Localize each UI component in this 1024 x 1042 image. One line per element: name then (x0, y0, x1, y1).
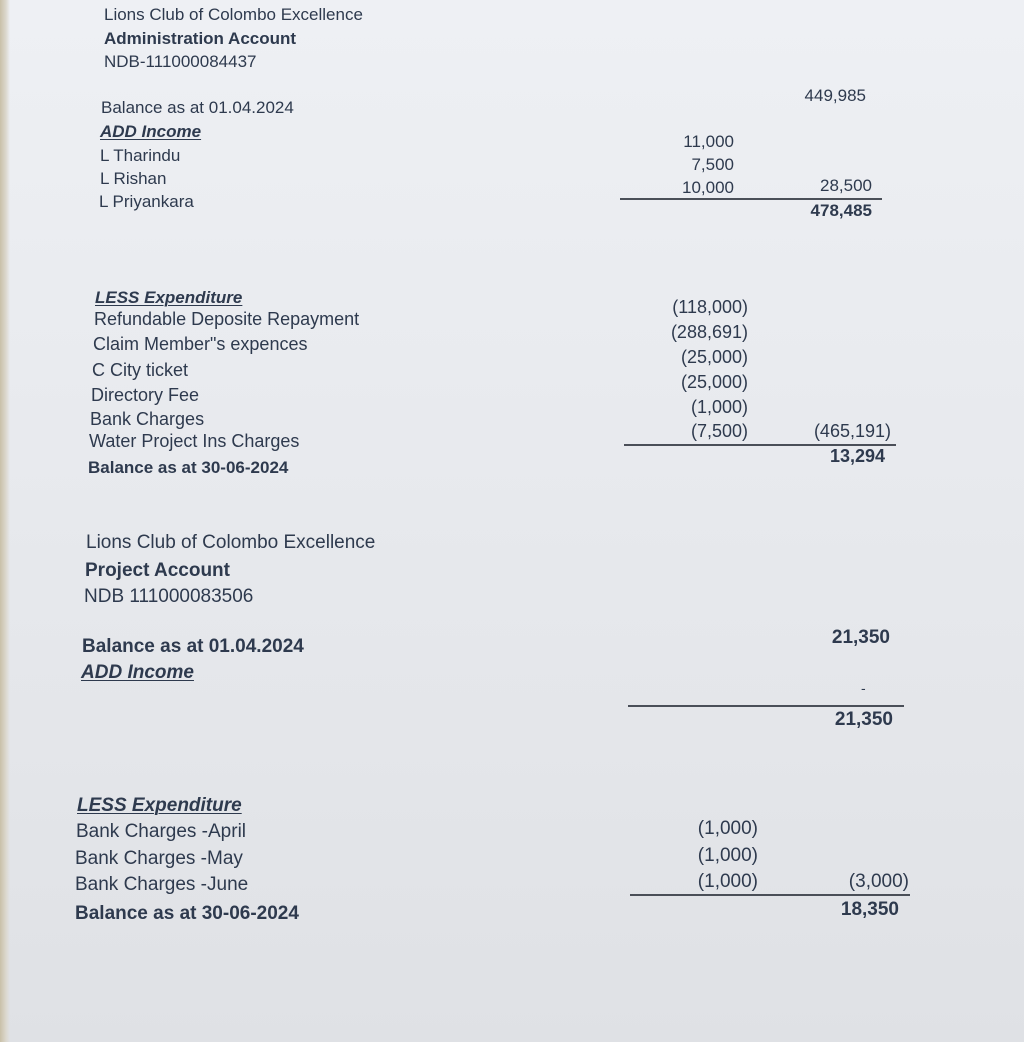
project-income-heading: ADD Income (81, 662, 194, 683)
project-opening-value: 21,350 (831, 627, 890, 648)
admin-expenditure-amount: (1,000) (690, 397, 748, 417)
admin-account-name: Administration Account (104, 29, 297, 48)
admin-opening-label: Balance as at 01.04.2024 (101, 98, 294, 117)
project-income-rule (628, 705, 904, 707)
admin-club-name: Lions Club of Colombo Excellence (104, 5, 363, 24)
admin-expenditure-label: C City ticket (92, 360, 189, 380)
admin-income-total: 28,500 (820, 176, 872, 195)
admin-expenditure-amount: (7,500) (690, 421, 748, 441)
project-closing-label: Balance as at 30-06-2024 (75, 903, 299, 924)
admin-expenditure-total: (465,191) (813, 421, 891, 441)
admin-income-amount: 7,500 (691, 155, 734, 174)
admin-expenditure-label: Water Project Ins Charges (89, 431, 300, 451)
admin-account-number: NDB-111000084437 (104, 52, 257, 71)
project-expenditure-amount: (1,000) (697, 845, 758, 866)
admin-expenditure-label: Claim Member"s expences (93, 334, 308, 354)
admin-subtotal: 478,485 (810, 201, 872, 220)
project-closing-value: 18,350 (840, 899, 899, 920)
project-expenditure-label: Bank Charges -May (75, 848, 243, 869)
project-account-number: NDB 111000083506 (84, 586, 254, 607)
project-income-total: - (861, 680, 866, 696)
admin-expenditure-label: Directory Fee (91, 385, 200, 405)
project-opening-label: Balance as at 01.04.2024 (82, 636, 304, 657)
admin-expenditure-amount: (288,691) (670, 322, 748, 342)
admin-expenditure-heading: LESS Expenditure (95, 288, 243, 307)
project-expenditure-amount: (1,000) (697, 871, 758, 892)
admin-closing-label: Balance as at 30-06-2024 (88, 458, 289, 477)
admin-income-rule (620, 198, 882, 200)
admin-income-amount: 11,000 (683, 132, 734, 151)
project-expenditure-label: Bank Charges -June (75, 874, 249, 895)
admin-expenditure-amount: (118,000) (672, 297, 748, 317)
project-account-name: Project Account (85, 560, 230, 581)
admin-income-amount: 10,000 (682, 178, 734, 197)
project-expenditure-rule (630, 894, 910, 896)
admin-opening-value: 449,985 (804, 86, 866, 105)
admin-expenditure-label: Bank Charges (90, 409, 205, 429)
project-subtotal: 21,350 (834, 709, 893, 730)
admin-income-heading: ADD Income (100, 122, 202, 141)
project-expenditure-total: (3,000) (848, 871, 909, 892)
project-club-name: Lions Club of Colombo Excellence (86, 532, 376, 553)
project-expenditure-amount: (1,000) (697, 818, 758, 839)
page-edge (0, 0, 10, 1042)
admin-expenditure-label: Refundable Deposite Repayment (94, 309, 360, 329)
admin-income-label: L Rishan (100, 169, 167, 188)
admin-expenditure-amount: (25,000) (680, 347, 748, 367)
admin-expenditure-amount: (25,000) (680, 372, 748, 392)
admin-closing-value: 13,294 (829, 446, 885, 466)
admin-income-label: L Tharindu (100, 146, 181, 165)
project-expenditure-label: Bank Charges -April (76, 821, 247, 842)
project-expenditure-heading: LESS Expenditure (77, 795, 242, 816)
admin-income-label: L Priyankara (99, 192, 194, 211)
